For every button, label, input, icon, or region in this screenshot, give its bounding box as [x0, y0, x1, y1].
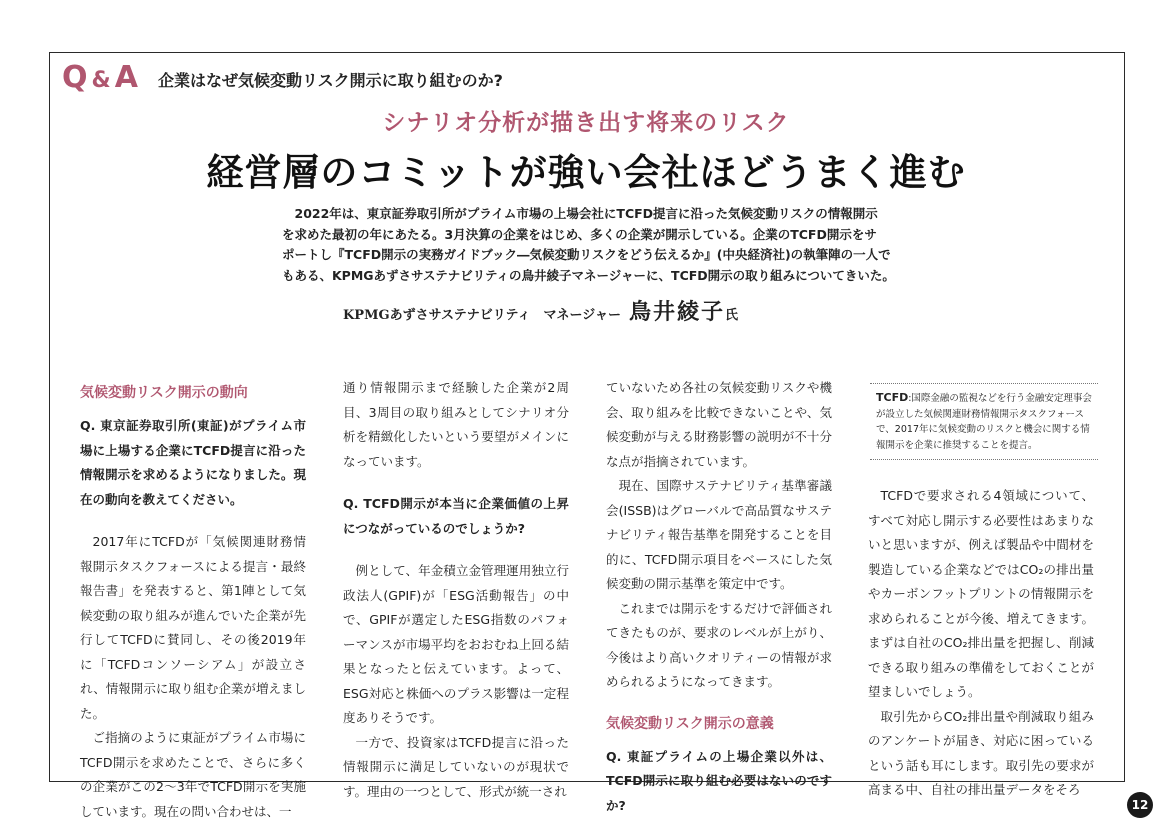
body-paragraph: 一方で、投資家はTCFD提言に沿った情報開示に満足していないのが現状です。理由の一つとして、形式が統一され	[343, 734, 569, 799]
column-2	[343, 376, 569, 804]
interview-question: Q. 東京証券取引所(東証)がプライム市場に上場する企業にTCFD提言に沿った情報開示を求めるようになりました。現在の動向を教えてください。	[80, 418, 306, 507]
lead-paragraph	[282, 204, 902, 286]
interview-question: Q. 東証プライムの上場企業以外は、TCFD開示に取り組む必要はないのですか?	[606, 748, 832, 813]
column-3	[606, 376, 832, 836]
section-heading: 気候変動リスク開示の意義	[606, 715, 774, 732]
interview-question: Q. TCFD開示が本当に企業価値の上昇につながっているのでしょうか?	[343, 496, 569, 536]
qa-logo	[62, 60, 139, 95]
subtitle: シナリオ分析が描き出す将来のリスク	[382, 110, 790, 136]
body-paragraph: 例として、年金積立金管理運用独立行政法人(GPIF)が「ESG活動報告」の中で、GPIFが選定したESG指数のパフォーマンスが市場平均をおおむね上回る結果となったと伝えています。よって、ESG対応と株価へのプラス影響は一定程度ありそうです。	[343, 563, 569, 725]
body-paragraph: 通り情報開示まで経験した企業が2周目、3周目の取り組みとしてシナリオ分析を精緻化したいという要望がメインになっています。	[343, 380, 569, 469]
byline-name: 鳥井綾子	[628, 299, 725, 325]
body-paragraph: 現在、国際サステナビリティ基準審議会(ISSB)はグローバルで高品質なサステナビリティ報告基準を開発することを目的に、TCFD開示項目をベースにした気候変動の開示基準を策定中です。	[606, 478, 832, 591]
lead-line: を求めた最初の年にあたる。3月決算の企業をはじめ、多くの企業が開示している。企業のTCFD開示をサ	[282, 226, 877, 242]
glossary-text: :国際金融の監視などを行う金融安定理事会が設立した気候関連財務情報開示タスクフォースで、2017年に気候変動のリスクと機会に関する情報開示を企業に推奨することを提言。	[876, 393, 1092, 451]
qa-logo-a: A	[114, 60, 139, 95]
byline	[343, 295, 738, 326]
column-4	[868, 484, 1094, 803]
page-title: 経営層のコミットが強い会社ほどうまく進む	[206, 151, 966, 194]
qa-logo-amp: &	[91, 68, 112, 93]
body-paragraph: ご指摘のように東証がプライム市場にTCFD開示を求めたことで、さらに多くの企業がこの2～3年でTCFD開示を実施しています。現在の問い合わせは、一	[80, 730, 306, 819]
lead-line: 2022年は、東京証券取引所がプライム市場の上場会社にTCFD提言に沿った気候変動リスクの情報開示	[294, 206, 878, 221]
body-paragraph: ていないため各社の気候変動リスクや機会、取り組みを比較できないことや、気候変動が与える財務影響の説明が不十分な点が指摘されています。	[606, 380, 832, 469]
glossary-note	[870, 383, 1098, 460]
series-question: 企業はなぜ気候変動リスク開示に取り組むのか?	[158, 71, 503, 90]
body-paragraph: 取引先からCO₂排出量や削減取り組みのアンケートが届き、対応に困っているという話も耳にします。取引先の要求が高まる中、自社の排出量データをそろ	[868, 708, 1094, 797]
byline-org: KPMGあずさサステナビリティ マネージャー	[343, 308, 621, 323]
section-heading: 気候変動リスク開示の動向	[80, 385, 248, 401]
lead-line: ポートし『TCFD開示の実務ガイドブック―気候変動リスクをどう伝えるか』(中央経済社)の執筆陣の一人で	[282, 247, 891, 262]
body-paragraph: 2017年にTCFDが「気候関連財務情報開示タスクフォースによる提言・最終報告書」を発表すると、第1陣として気候変動の取り組みが進んでいた企業が先行してTCFDに賛同し、その後2019年に「TCFDコンソーシアム」が設立され、情報開示に取り組む企業が増えました。	[80, 534, 306, 721]
page-number: 12	[1127, 792, 1153, 818]
byline-suffix: 氏	[724, 308, 738, 323]
lead-line: もある、KPMGあずさサステナビリティの鳥井綾子マネージャーに、TCFD開示の取り組みについてきいた。	[282, 267, 895, 283]
qa-logo-q: Q	[62, 60, 89, 95]
body-paragraph: TCFDで要求される4領域について、すべて対応し開示する必要性はあまりないと思いますが、例えば製品や中間材を製造している企業などではCO₂の排出量やカーボンフットプリントの情報開示を求められることが今後、増えてきます。まずは自社のCO₂排出量を把握し、削減できる取り組みの準備をしておくことが望ましいでしょう。	[868, 488, 1094, 699]
column-1	[80, 382, 306, 824]
glossary-term: TCFD	[876, 391, 909, 404]
body-paragraph: これまでは開示をするだけで評価されてきたものが、要求のレベルが上がり、今後はより高いクオリティーの情報が求められるようになってきます。	[606, 600, 832, 689]
